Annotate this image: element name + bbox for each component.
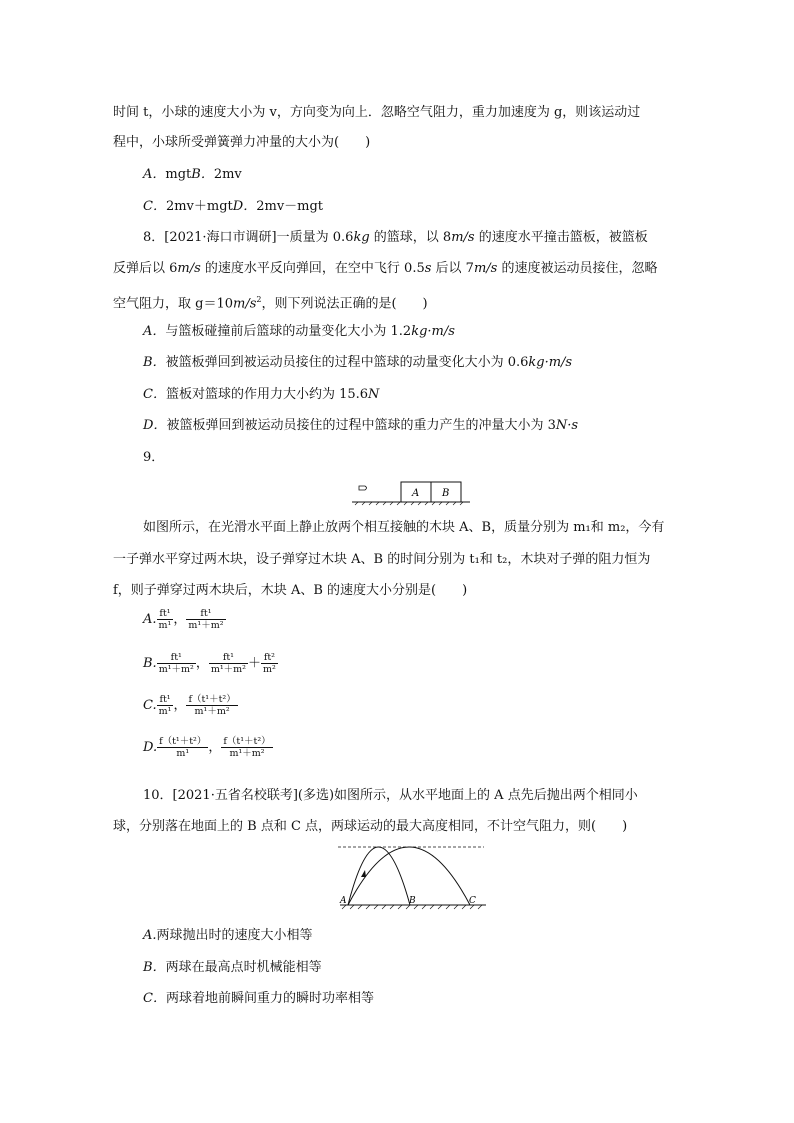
unit-ms2: m/s: [233, 296, 257, 312]
q8-opt-b: 被篮板弹回到被运动员接住的过程中篮球的动量变化大小为 0.6: [165, 355, 529, 370]
bullet-icon: [359, 486, 367, 490]
q8-opt-c-label: C．: [143, 387, 166, 402]
q8-opt-d: 被篮板弹回到被运动员接住的过程中篮球的重力产生的冲量大小为 3: [166, 418, 556, 433]
unit-ms: m/s: [451, 230, 475, 245]
q9-line2: 一子弹水平穿过两木块，设子弹穿过木块 A、B 的时间分别为 t₁和 t₂，木块对子弹的阻力恒为: [113, 552, 651, 567]
q7-opt-b-label: B．: [191, 167, 214, 182]
q10-opt-b: 两球在最高点时机械能相等: [165, 960, 322, 975]
q7-opt-c-label: C．: [143, 199, 166, 214]
fraction: $\frac{\text{ft¹}}{\text{m¹＋m²}}$: [188, 608, 224, 631]
q8-text: 空气阻力，取 g＝10: [113, 296, 233, 312]
q8-text: 反弹后以 6: [113, 261, 178, 276]
q9-opt-d-row: D. $\frac{\text{f（t¹＋t²）}}{\text{m¹}}$ ， $\frac{\text{f（t¹＋t²）}}{\text{m¹＋m²}}$: [143, 736, 271, 759]
point-a-label: A: [340, 896, 347, 906]
q7-line1: 时间 t，小球的速度大小为 v，方向变为向上．忽略空气阻力，重力加速度为 g，则该运动过: [113, 105, 641, 120]
q10-opt-c: 两球着地前瞬间重力的瞬时功率相等: [165, 991, 374, 1006]
q8-text: 的篮球，以 8: [369, 230, 452, 245]
point-b-label: B: [409, 896, 416, 906]
q10-figure: [334, 840, 492, 912]
q8-opt-c-unit: N: [368, 387, 380, 402]
q8-opt-a-row: [143, 323, 455, 341]
fraction: $\frac{\text{f（t¹＋t²）}}{\text{m¹}}$: [159, 736, 207, 759]
fraction: $\frac{\text{ft¹}}{\text{m¹＋m²}}$: [158, 652, 194, 675]
fraction: $\frac{\text{ft¹}}{\text{m¹}}$: [158, 608, 172, 631]
fraction: $\frac{\text{f（t¹＋t²）}}{\text{m¹＋m²}}$: [223, 736, 271, 759]
q9-opt-a-row: A. $\frac{\text{ft¹}}{\text{m¹}}$ ， $\frac{\text{ft¹}}{\text{m¹＋m²}}$: [143, 608, 224, 631]
fraction: $\frac{\text{f（t¹＋t²）}}{\text{m¹＋m²}}$: [188, 694, 236, 717]
q9-opt-b-label: B.: [143, 656, 157, 671]
q8-opt-d-label: D．: [143, 418, 167, 433]
block-b-label: B: [442, 488, 450, 499]
q10-opt-b-row: [143, 959, 322, 977]
q8-opt-a: 与篮板碰撞前后篮球的动量变化大小为 1.2: [165, 324, 412, 339]
block-a-label: A: [412, 488, 420, 499]
q8-opt-a-label: A．: [143, 324, 166, 339]
q10-line1: 10．[2021·五省名校联考](多选)如图所示，从水平地面上的 A 点先后抛出两个相同小: [143, 788, 638, 803]
q7-options-ab: [143, 166, 242, 184]
q9-opt-a-label: A.: [143, 612, 157, 627]
q9-number: 9．: [143, 450, 165, 465]
q8-text: 的速度被运动员接住，忽略: [497, 261, 658, 276]
q10-opt-a-label: A.: [143, 928, 157, 943]
q8-opt-b-label: B．: [143, 355, 166, 370]
q10-opt-c-label: C．: [143, 991, 166, 1006]
q8-line2: [113, 260, 658, 278]
arrow-icon: [361, 870, 366, 877]
q9-opt-b-row: B. $\frac{\text{ft¹}}{\text{m¹＋m²}}$ ， $\frac{\text{ft¹}}{\text{m¹＋m²}}$ ＋ $\frac{\text{ft²}}{\text{m²}}$: [143, 652, 276, 675]
q8-text: ，则下列说法正确的是( ): [261, 296, 428, 312]
q8-opt-c: 篮板对篮球的作用力大小约为 15.6: [165, 387, 369, 402]
q8-text: 8．[2021·海口市调研]一质量为 0.6: [143, 230, 354, 245]
q7-opt-d-label: D．: [232, 199, 257, 214]
trajectory-ab: [348, 847, 410, 905]
q7-opt-d: 2mv－mgt: [256, 199, 324, 214]
q8-text: 的速度水平撞击篮板，被篮板: [474, 230, 648, 245]
q9-line1: 如图所示，在光滑水平面上静止放两个相互接触的木块 A、B，质量分别为 m₁和 m₂，今有: [143, 520, 665, 535]
unit-ms: m/s: [473, 261, 498, 276]
fraction: $\frac{\text{ft²}}{\text{m²}}$: [263, 652, 276, 675]
q8-line1: [143, 229, 648, 247]
q7-opt-a: mgt: [165, 167, 192, 182]
q8-opt-a-unit: kg·m/s: [411, 324, 455, 339]
q8-opt-d-unit: N·s: [555, 418, 579, 433]
q9-opt-d-label: D.: [143, 740, 158, 755]
unit-kg: kg: [353, 230, 370, 245]
q9-figure: [350, 474, 475, 506]
unit-s: s: [424, 261, 432, 276]
q8-opt-c-row: [143, 386, 379, 404]
q10-opt-b-label: B．: [143, 960, 166, 975]
unit-ms: m/s: [177, 261, 201, 276]
q7-options-cd: [143, 198, 323, 216]
q8-text: 的速度水平反向弹回，在空中飞行 0.5: [200, 261, 425, 276]
q10-line2: 球，分别落在地面上的 B 点和 C 点，两球运动的最大高度相同，不计空气阻力，则( ): [113, 819, 628, 834]
fraction: $\frac{\text{ft¹}}{\text{m¹}}$: [158, 694, 172, 717]
q8-text: 后以 7: [431, 261, 474, 276]
q8-opt-b-row: [143, 354, 572, 372]
q9-opt-c-row: C. $\frac{\text{ft¹}}{\text{m¹}}$ ， $\frac{\text{f（t¹＋t²）}}{\text{m¹＋m²}}$: [143, 694, 236, 717]
q8-opt-d-row: [143, 417, 578, 435]
q9-line3: f，则子弹穿过两木块后，木块 A、B 的速度大小分别是( ): [113, 583, 468, 598]
q10-opt-a-row: [143, 927, 313, 945]
q7-line2: 程中，小球所受弹簧弹力冲量的大小为( ): [113, 135, 371, 150]
q7-opt-a-label: A．: [143, 167, 166, 182]
q9-opt-c-label: C.: [143, 698, 157, 713]
q10-opt-a: 两球抛出时的速度大小相等: [156, 928, 313, 943]
q8-line3: 空气阻力，取 $g=10m/s^2$，则下列说法正确的是( ): [113, 295, 428, 312]
fraction: $\frac{\text{ft¹}}{\text{m¹＋m²}}$: [210, 652, 246, 675]
q8-opt-b-unit: kg·m/s: [528, 355, 573, 370]
q10-opt-c-row: [143, 990, 374, 1008]
point-c-label: C: [469, 896, 476, 906]
q7-opt-c: 2mv＋mgt: [165, 199, 233, 214]
q7-opt-b: 2mv: [213, 167, 242, 182]
